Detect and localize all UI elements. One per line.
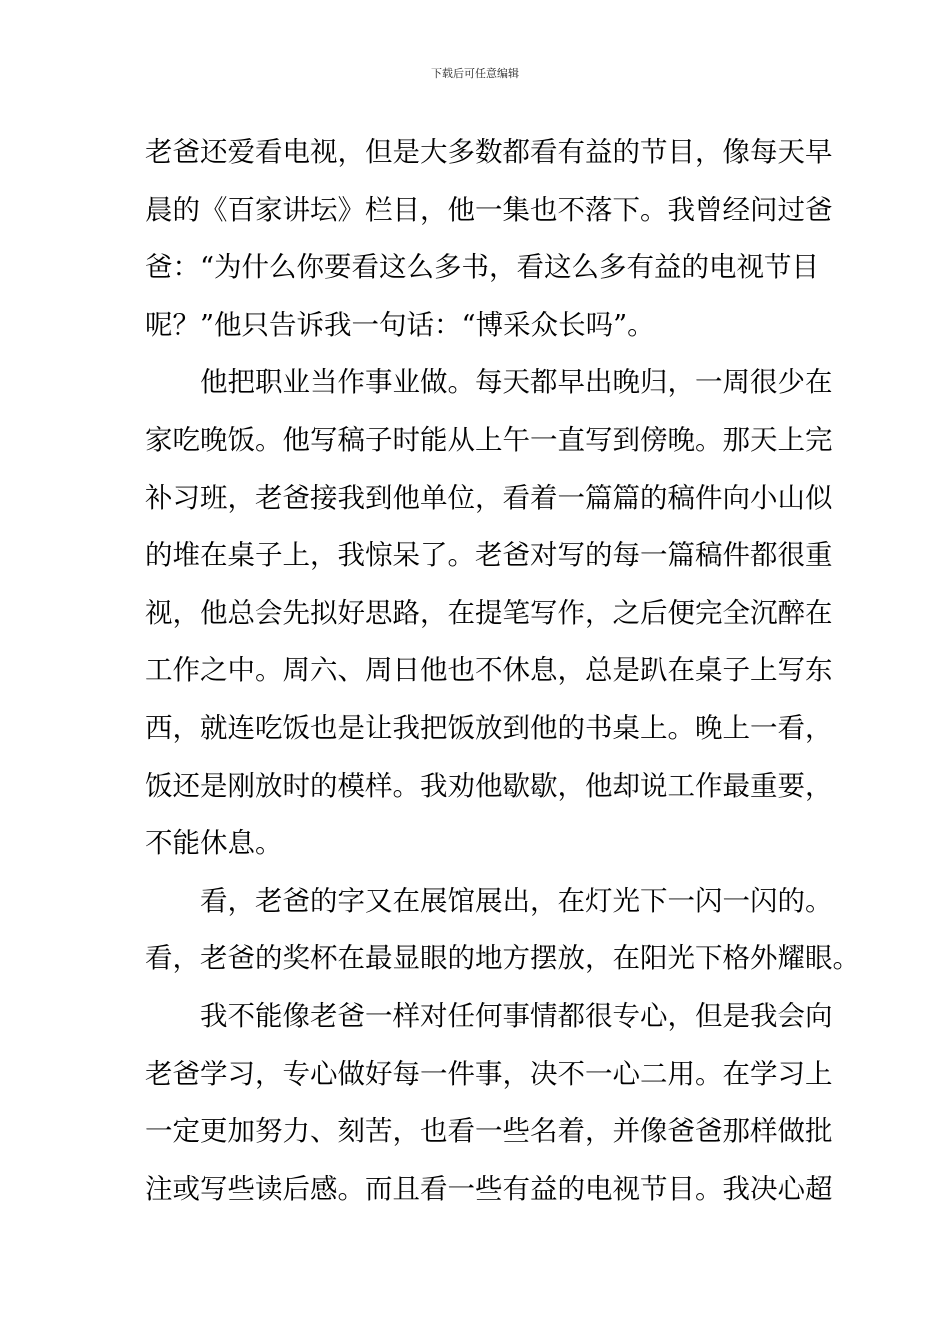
- text-line: 爸：“为什么你要看这么多书，看这么多有益的电视节目: [145, 251, 820, 284]
- text-line: 饭还是刚放时的模样。我劝他歇歇，他却说工作最重要，: [145, 769, 833, 802]
- text-line: 工作之中。周六、周日他也不休息，总是趴在桌子上写东: [145, 654, 833, 687]
- text-line: 他把职业当作事业做。每天都早出晚归，一周很少在: [200, 366, 833, 399]
- text-line: 视，他总会先拟好思路，在提笔写作，之后便完全沉醉在: [145, 596, 833, 629]
- text-line: 西，就连吃饭也是让我把饭放到他的书桌上。晚上一看，: [145, 711, 833, 744]
- text-line: 家吃晚饭。他写稿子时能从上午一直写到傍晚。那天上完: [145, 423, 833, 456]
- document-body: [145, 124, 860, 1218]
- text-line: 晨的《百家讲坛》栏目，他一集也不落下。我曾经问过爸: [145, 193, 833, 226]
- text-line: 一定更加努力、刻苦，也看一些名着，并像爸爸那样做批: [145, 1115, 833, 1148]
- text-line: 补习班，老爸接我到他单位，看着一篇篇的稿件向小山似: [145, 481, 833, 514]
- text-line: 注或写些读后感。而且看一些有益的电视节目。我决心超: [145, 1172, 833, 1205]
- text-line: 老爸学习，专心做好每一件事，决不一心二用。在学习上: [145, 1057, 833, 1090]
- text-line: 呢？”他只告诉我一句话：“博采众长吗”。: [145, 308, 655, 341]
- text-line: 老爸还爱看电视，但是大多数都看有益的节目，像每天早: [145, 136, 833, 168]
- text-line: 不能休息。: [145, 827, 283, 860]
- text-line: 的堆在桌子上，我惊呆了。老爸对写的每一篇稿件都很重: [145, 539, 833, 572]
- page-header: 下载后可任意编辑: [431, 67, 519, 80]
- text-line: 我不能像老爸一样对任何事情都很专心，但是我会向: [200, 999, 833, 1032]
- text-line: 看，老爸的奖杯在最显眼的地方摆放，在阳光下格外耀眼。: [145, 942, 860, 975]
- text-line: 看，老爸的字又在展馆展出，在灯光下一闪一闪的。: [200, 884, 833, 917]
